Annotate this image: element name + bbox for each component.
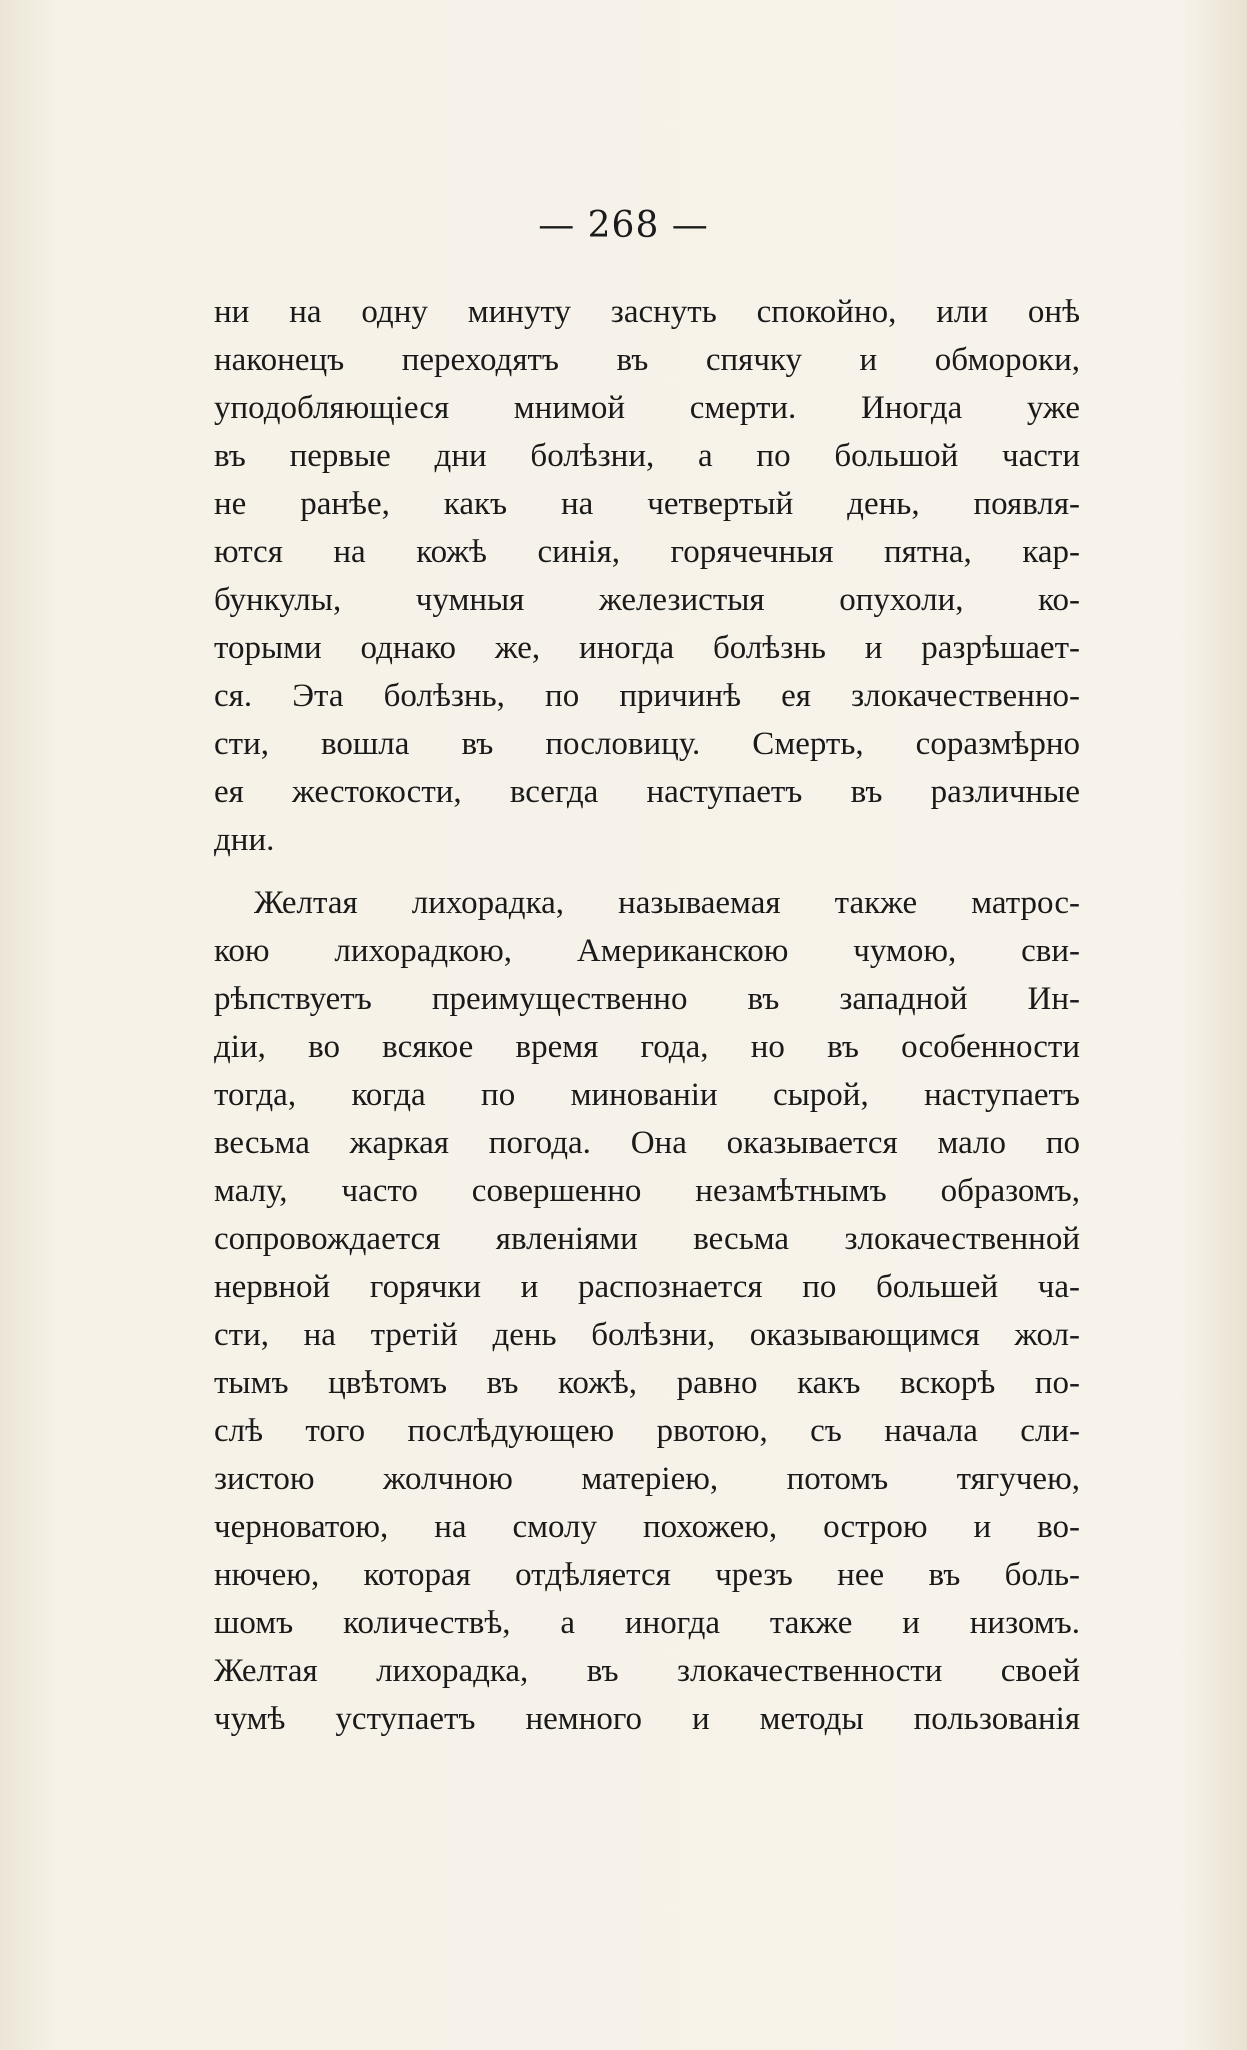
text-line: весьма жаркая погода. Она оказывается мало по (214, 1125, 1080, 1161)
text-line: нючею, которая отдѣляется чрезъ нее въ боль- (214, 1557, 1080, 1593)
text-line: Желтая лихорадка, называемая также матрос- (254, 885, 1080, 921)
text-line: сти, вошла въ пословицу. Смерть, соразмѣрно (214, 726, 1080, 762)
text-line: кою лихорадкою, Американскою чумою, сви- (214, 933, 1080, 969)
text-line: черноватою, на смолу похожею, острою и во- (214, 1509, 1080, 1545)
text-line: ея жестокости, всегда наступаетъ въ различные (214, 774, 1080, 810)
text-line: діи, во всякое время года, но въ особенности (214, 1029, 1080, 1065)
page-number: — 268 — (538, 205, 709, 246)
text-line: зистою жолчною матеріею, потомъ тягучею, (214, 1461, 1080, 1497)
text-line: слѣ того послѣдующею рвотою, съ начала сли- (214, 1413, 1080, 1449)
text-line: чумѣ уступаетъ немного и методы пользованія (214, 1701, 1080, 1737)
text-line: тогда, когда по минованіи сырой, наступаетъ (214, 1077, 1080, 1113)
paragraph-2 (214, 879, 1080, 1743)
body-text (214, 288, 1080, 1743)
text-line: дни. (214, 822, 275, 858)
text-line: уподобляющіеся мнимой смерти. Иногда уже (214, 390, 1080, 426)
text-line: бункулы, чумныя железистыя опухоли, ко- (214, 582, 1080, 618)
text-line: нервной горячки и распознается по большей ча- (214, 1269, 1080, 1305)
text-line: торыми однако же, иногда болѣзнь и разрѣшает- (214, 630, 1080, 666)
text-line: въ первые дни болѣзни, а по большой части (214, 438, 1080, 474)
text-line: наконецъ переходятъ въ спячку и обмороки, (214, 342, 1080, 378)
text-line: ни на одну минуту заснуть спокойно, или онѣ (214, 294, 1080, 330)
text-line: сти, на третій день болѣзни, оказывающимся жол- (214, 1317, 1080, 1353)
text-line: ся. Эта болѣзнь, по причинѣ ея злокачественно- (214, 678, 1080, 714)
text-line: сопровождается явленіями весьма злокачественной (214, 1221, 1080, 1257)
text-line: не ранѣе, какъ на четвертый день, появля- (214, 486, 1080, 522)
text-line: шомъ количествѣ, а иногда также и низомъ. (214, 1605, 1080, 1641)
paragraph-spacer (214, 864, 1080, 879)
text-line: малу, часто совершенно незамѣтнымъ образомъ, (214, 1173, 1080, 1209)
text-line: Желтая лихорадка, въ злокачественности своей (214, 1653, 1080, 1689)
text-line: ются на кожѣ синія, горячечныя пятна, кар- (214, 534, 1080, 570)
text-line: тымъ цвѣтомъ въ кожѣ, равно какъ вскорѣ по- (214, 1365, 1080, 1401)
paragraph-1 (214, 288, 1080, 864)
text-line: рѣпствуетъ преимущественно въ западной Ин- (214, 981, 1080, 1017)
